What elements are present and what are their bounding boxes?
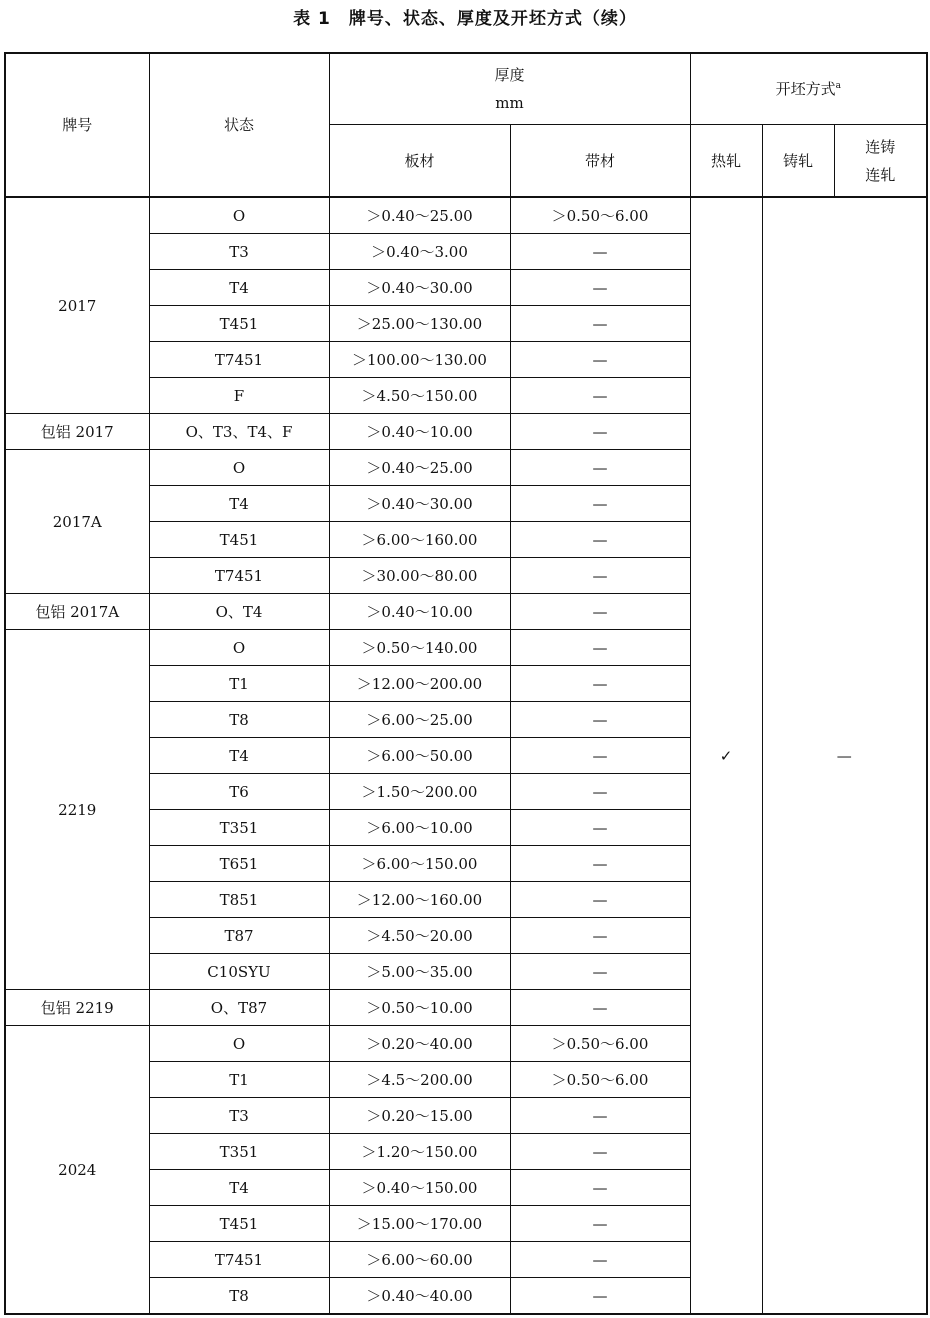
cell-temper: T7451 xyxy=(149,342,329,378)
cell-grade: 2017A xyxy=(5,450,149,594)
cell-plate-thickness: ＞12.00～200.00 xyxy=(329,666,510,702)
cell-strip-thickness: — xyxy=(510,270,690,306)
cell-strip-thickness: — xyxy=(510,234,690,270)
header-method-note: a xyxy=(835,81,841,91)
spec-table xyxy=(4,52,928,1315)
cell-strip-thickness: — xyxy=(510,486,690,522)
cell-temper: T6 xyxy=(149,774,329,810)
cell-temper: T7451 xyxy=(149,1242,329,1278)
header-thickness-unit: mm xyxy=(495,94,524,112)
cell-plate-thickness: ＞0.40～150.00 xyxy=(329,1170,510,1206)
cell-temper: T4 xyxy=(149,270,329,306)
cell-plate-thickness: ＞0.20～15.00 xyxy=(329,1098,510,1134)
cell-temper: T87 xyxy=(149,918,329,954)
cell-temper: T4 xyxy=(149,486,329,522)
cell-temper: T851 xyxy=(149,882,329,918)
header-cast-rolled-line2: 连轧 xyxy=(865,165,896,184)
cell-temper: T351 xyxy=(149,1134,329,1170)
cell-grade: 包铝 2219 xyxy=(5,990,149,1026)
cell-strip-thickness: — xyxy=(510,630,690,666)
cell-plate-thickness: ＞6.00～160.00 xyxy=(329,522,510,558)
cell-temper: T451 xyxy=(149,306,329,342)
cell-temper: T451 xyxy=(149,522,329,558)
cell-strip-thickness: — xyxy=(510,306,690,342)
cell-strip-thickness: — xyxy=(510,846,690,882)
cell-strip-thickness: — xyxy=(510,342,690,378)
cell-plate-thickness: ＞0.40～30.00 xyxy=(329,486,510,522)
cell-plate-thickness: ＞4.50～20.00 xyxy=(329,918,510,954)
cell-grade: 2024 xyxy=(5,1026,149,1315)
cell-temper: T1 xyxy=(149,1062,329,1098)
header-plate: 板材 xyxy=(329,125,510,198)
cell-strip-thickness: — xyxy=(510,990,690,1026)
cell-strip-thickness: — xyxy=(510,1170,690,1206)
cell-strip-thickness: — xyxy=(510,558,690,594)
cell-plate-thickness: ＞4.5～200.00 xyxy=(329,1062,510,1098)
cell-grade: 包铝 2017A xyxy=(5,594,149,630)
cell-temper: O、T4 xyxy=(149,594,329,630)
cell-plate-thickness: ＞1.20～150.00 xyxy=(329,1134,510,1170)
cell-plate-thickness: ＞0.40～10.00 xyxy=(329,594,510,630)
cell-plate-thickness: ＞25.00～130.00 xyxy=(329,306,510,342)
cell-strip-thickness: — xyxy=(510,1242,690,1278)
cell-plate-thickness: ＞0.40～25.00 xyxy=(329,197,510,234)
cell-strip-thickness: — xyxy=(510,1098,690,1134)
cell-strip-thickness: ＞0.50～6.00 xyxy=(510,1026,690,1062)
cell-strip-thickness: — xyxy=(510,882,690,918)
cell-plate-thickness: ＞0.40～10.00 xyxy=(329,414,510,450)
cell-temper: T8 xyxy=(149,1278,329,1315)
cell-plate-thickness: ＞6.00～60.00 xyxy=(329,1242,510,1278)
cell-temper: T8 xyxy=(149,702,329,738)
cell-plate-thickness: ＞5.00～35.00 xyxy=(329,954,510,990)
table-row xyxy=(5,197,927,234)
header-hot-rolled: 热轧 xyxy=(690,125,762,198)
cell-plate-thickness: ＞4.50～150.00 xyxy=(329,378,510,414)
cell-plate-thickness: ＞0.50～140.00 xyxy=(329,630,510,666)
cell-strip-thickness: — xyxy=(510,774,690,810)
cell-temper: T651 xyxy=(149,846,329,882)
cell-plate-thickness: ＞0.20～40.00 xyxy=(329,1026,510,1062)
cell-temper: T4 xyxy=(149,1170,329,1206)
cell-temper: T1 xyxy=(149,666,329,702)
cell-plate-thickness: ＞1.50～200.00 xyxy=(329,774,510,810)
cell-temper: T3 xyxy=(149,234,329,270)
cell-temper: O xyxy=(149,1026,329,1062)
cell-temper: T451 xyxy=(149,1206,329,1242)
cell-strip-thickness: — xyxy=(510,702,690,738)
cell-grade: 2219 xyxy=(5,630,149,990)
cell-strip-thickness: — xyxy=(510,954,690,990)
cell-strip-thickness: — xyxy=(510,414,690,450)
cell-plate-thickness: ＞6.00～50.00 xyxy=(329,738,510,774)
cell-strip-thickness: ＞0.50～6.00 xyxy=(510,197,690,234)
cell-temper: T3 xyxy=(149,1098,329,1134)
cell-hot-rolled: ✓ xyxy=(690,197,762,1314)
header-grade: 牌号 xyxy=(5,53,149,197)
cell-strip-thickness: — xyxy=(510,810,690,846)
cell-strip-thickness: — xyxy=(510,522,690,558)
cell-plate-thickness: ＞12.00～160.00 xyxy=(329,882,510,918)
cell-strip-thickness: — xyxy=(510,1278,690,1315)
cell-strip-thickness: — xyxy=(510,738,690,774)
cell-grade: 2017 xyxy=(5,197,149,414)
cell-grade: 包铝 2017 xyxy=(5,414,149,450)
cell-other-methods: — xyxy=(762,197,927,1314)
cell-strip-thickness: — xyxy=(510,1206,690,1242)
cell-strip-thickness: — xyxy=(510,450,690,486)
cell-temper: T7451 xyxy=(149,558,329,594)
cell-temper: C10SYU xyxy=(149,954,329,990)
header-cast-rolled-line1: 连铸 xyxy=(865,137,896,156)
table-body xyxy=(5,197,927,1314)
cell-plate-thickness: ＞6.00～150.00 xyxy=(329,846,510,882)
cell-temper: F xyxy=(149,378,329,414)
cell-plate-thickness: ＞0.40～40.00 xyxy=(329,1278,510,1315)
cell-plate-thickness: ＞6.00～25.00 xyxy=(329,702,510,738)
header-cast-rolled xyxy=(834,125,927,198)
cell-strip-thickness: — xyxy=(510,918,690,954)
cell-plate-thickness: ＞6.00～10.00 xyxy=(329,810,510,846)
cell-plate-thickness: ＞0.40～3.00 xyxy=(329,234,510,270)
header-method xyxy=(690,53,927,125)
cell-plate-thickness: ＞15.00～170.00 xyxy=(329,1206,510,1242)
header-thickness-label: 厚度 xyxy=(494,66,525,84)
header-thickness xyxy=(329,53,690,125)
cell-strip-thickness: — xyxy=(510,666,690,702)
header-casting: 铸轧 xyxy=(762,125,834,198)
cell-plate-thickness: ＞30.00～80.00 xyxy=(329,558,510,594)
cell-temper: O、T87 xyxy=(149,990,329,1026)
cell-strip-thickness: ＞0.50～6.00 xyxy=(510,1062,690,1098)
table-header xyxy=(5,53,927,197)
cell-plate-thickness: ＞100.00～130.00 xyxy=(329,342,510,378)
cell-plate-thickness: ＞0.50～10.00 xyxy=(329,990,510,1026)
table-title: 表 1 牌号、状态、厚度及开坯方式（续） xyxy=(293,9,637,29)
cell-temper: T4 xyxy=(149,738,329,774)
cell-temper: O xyxy=(149,197,329,234)
header-method-label: 开坯方式 xyxy=(775,80,836,98)
cell-temper: O xyxy=(149,630,329,666)
cell-temper: O、T3、T4、F xyxy=(149,414,329,450)
cell-plate-thickness: ＞0.40～30.00 xyxy=(329,270,510,306)
cell-temper: T351 xyxy=(149,810,329,846)
cell-strip-thickness: — xyxy=(510,594,690,630)
cell-plate-thickness: ＞0.40～25.00 xyxy=(329,450,510,486)
cell-strip-thickness: — xyxy=(510,1134,690,1170)
header-temper: 状态 xyxy=(149,53,329,197)
cell-temper: O xyxy=(149,450,329,486)
cell-strip-thickness: — xyxy=(510,378,690,414)
header-strip: 带材 xyxy=(510,125,690,198)
